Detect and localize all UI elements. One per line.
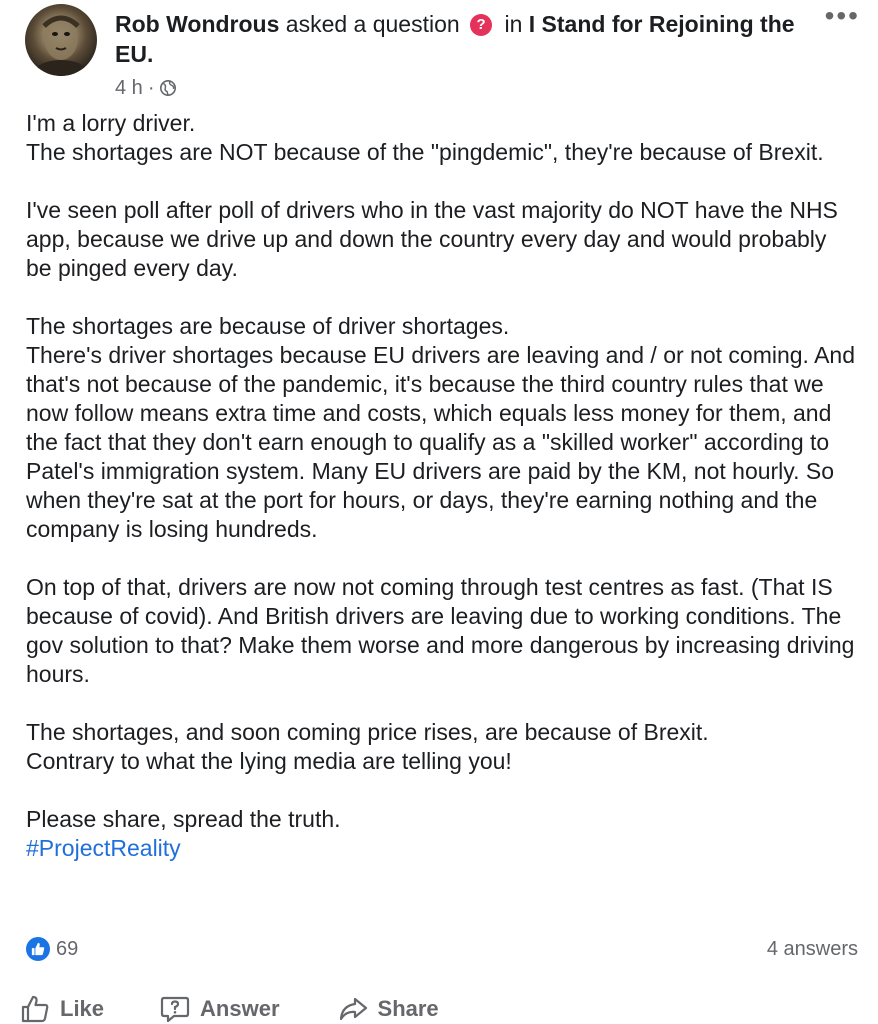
like-reaction-icon [26, 937, 50, 961]
author-name[interactable]: Rob Wondrous [115, 11, 280, 37]
answers-count[interactable]: 4 answers [766, 937, 858, 960]
globe-icon [159, 79, 177, 97]
answer-button[interactable] [160, 994, 279, 1024]
post-meta [115, 75, 177, 101]
post-paragraph: The shortages are because of driver shortages. There's driver shortages because EU drivers are leaving and / or not coming. And that's not because of the pandemic, it's because the third country rules that we now follow means extra time and costs, which equals less money for them, and the fact that they don't earn enough to qualify as a "skilled worker" according to Patel's immigration system. Many EU drivers are paid by the KM, not hourly. So when they're sat at the port for hours, or days, they're earning nothing and the company is losing hundreds. [26, 313, 855, 542]
share-label: Share [377, 996, 439, 1021]
post-header [115, 9, 825, 69]
post-action-text: asked a question [285, 11, 460, 37]
action-bar [20, 990, 439, 1024]
share-arrow-icon [338, 994, 368, 1024]
avatar[interactable] [25, 4, 97, 76]
post-paragraph: I'm a lorry driver. The shortages are NOT because of the "pingdemic", they're because of Brexit. [26, 110, 824, 165]
group-name[interactable]: I Stand for Rejoining the EU. [115, 11, 795, 67]
in-text: in [504, 11, 523, 37]
post-body [26, 109, 856, 863]
avatar-image [25, 4, 97, 76]
hashtag-link[interactable]: #ProjectReality [26, 835, 181, 861]
post-paragraph: Please share, spread the truth. [26, 806, 341, 832]
more-options-icon[interactable]: ••• [824, 0, 860, 31]
like-label: Like [60, 996, 105, 1021]
meta-separator: · [147, 77, 155, 99]
answer-label: Answer [200, 996, 280, 1021]
reaction-stats [26, 935, 858, 963]
post-time[interactable]: 4 h [115, 77, 143, 99]
share-button[interactable] [338, 994, 439, 1024]
thumbs-up-icon [20, 994, 50, 1024]
post-paragraph: I've seen poll after poll of drivers who in the vast majority do NOT have the NHS app, because we drive up and down the country every day and would probably be pinged every day. [26, 197, 838, 281]
like-count-group[interactable] [26, 937, 78, 961]
post-paragraph: On top of that, drivers are now not coming through test centres as fast. (That IS because of covid). And British drivers are leaving due to working conditions. The gov solution to that? Make them worse and more dangerous by increasing driving hours. [26, 574, 855, 687]
like-button[interactable] [20, 994, 104, 1024]
question-bubble-icon [160, 994, 190, 1024]
post-paragraph: The shortages, and soon coming price rises, are because of Brexit. Contrary to what the lying media are telling you! [26, 719, 709, 774]
like-count: 69 [56, 937, 79, 960]
question-icon: ? [470, 14, 492, 36]
